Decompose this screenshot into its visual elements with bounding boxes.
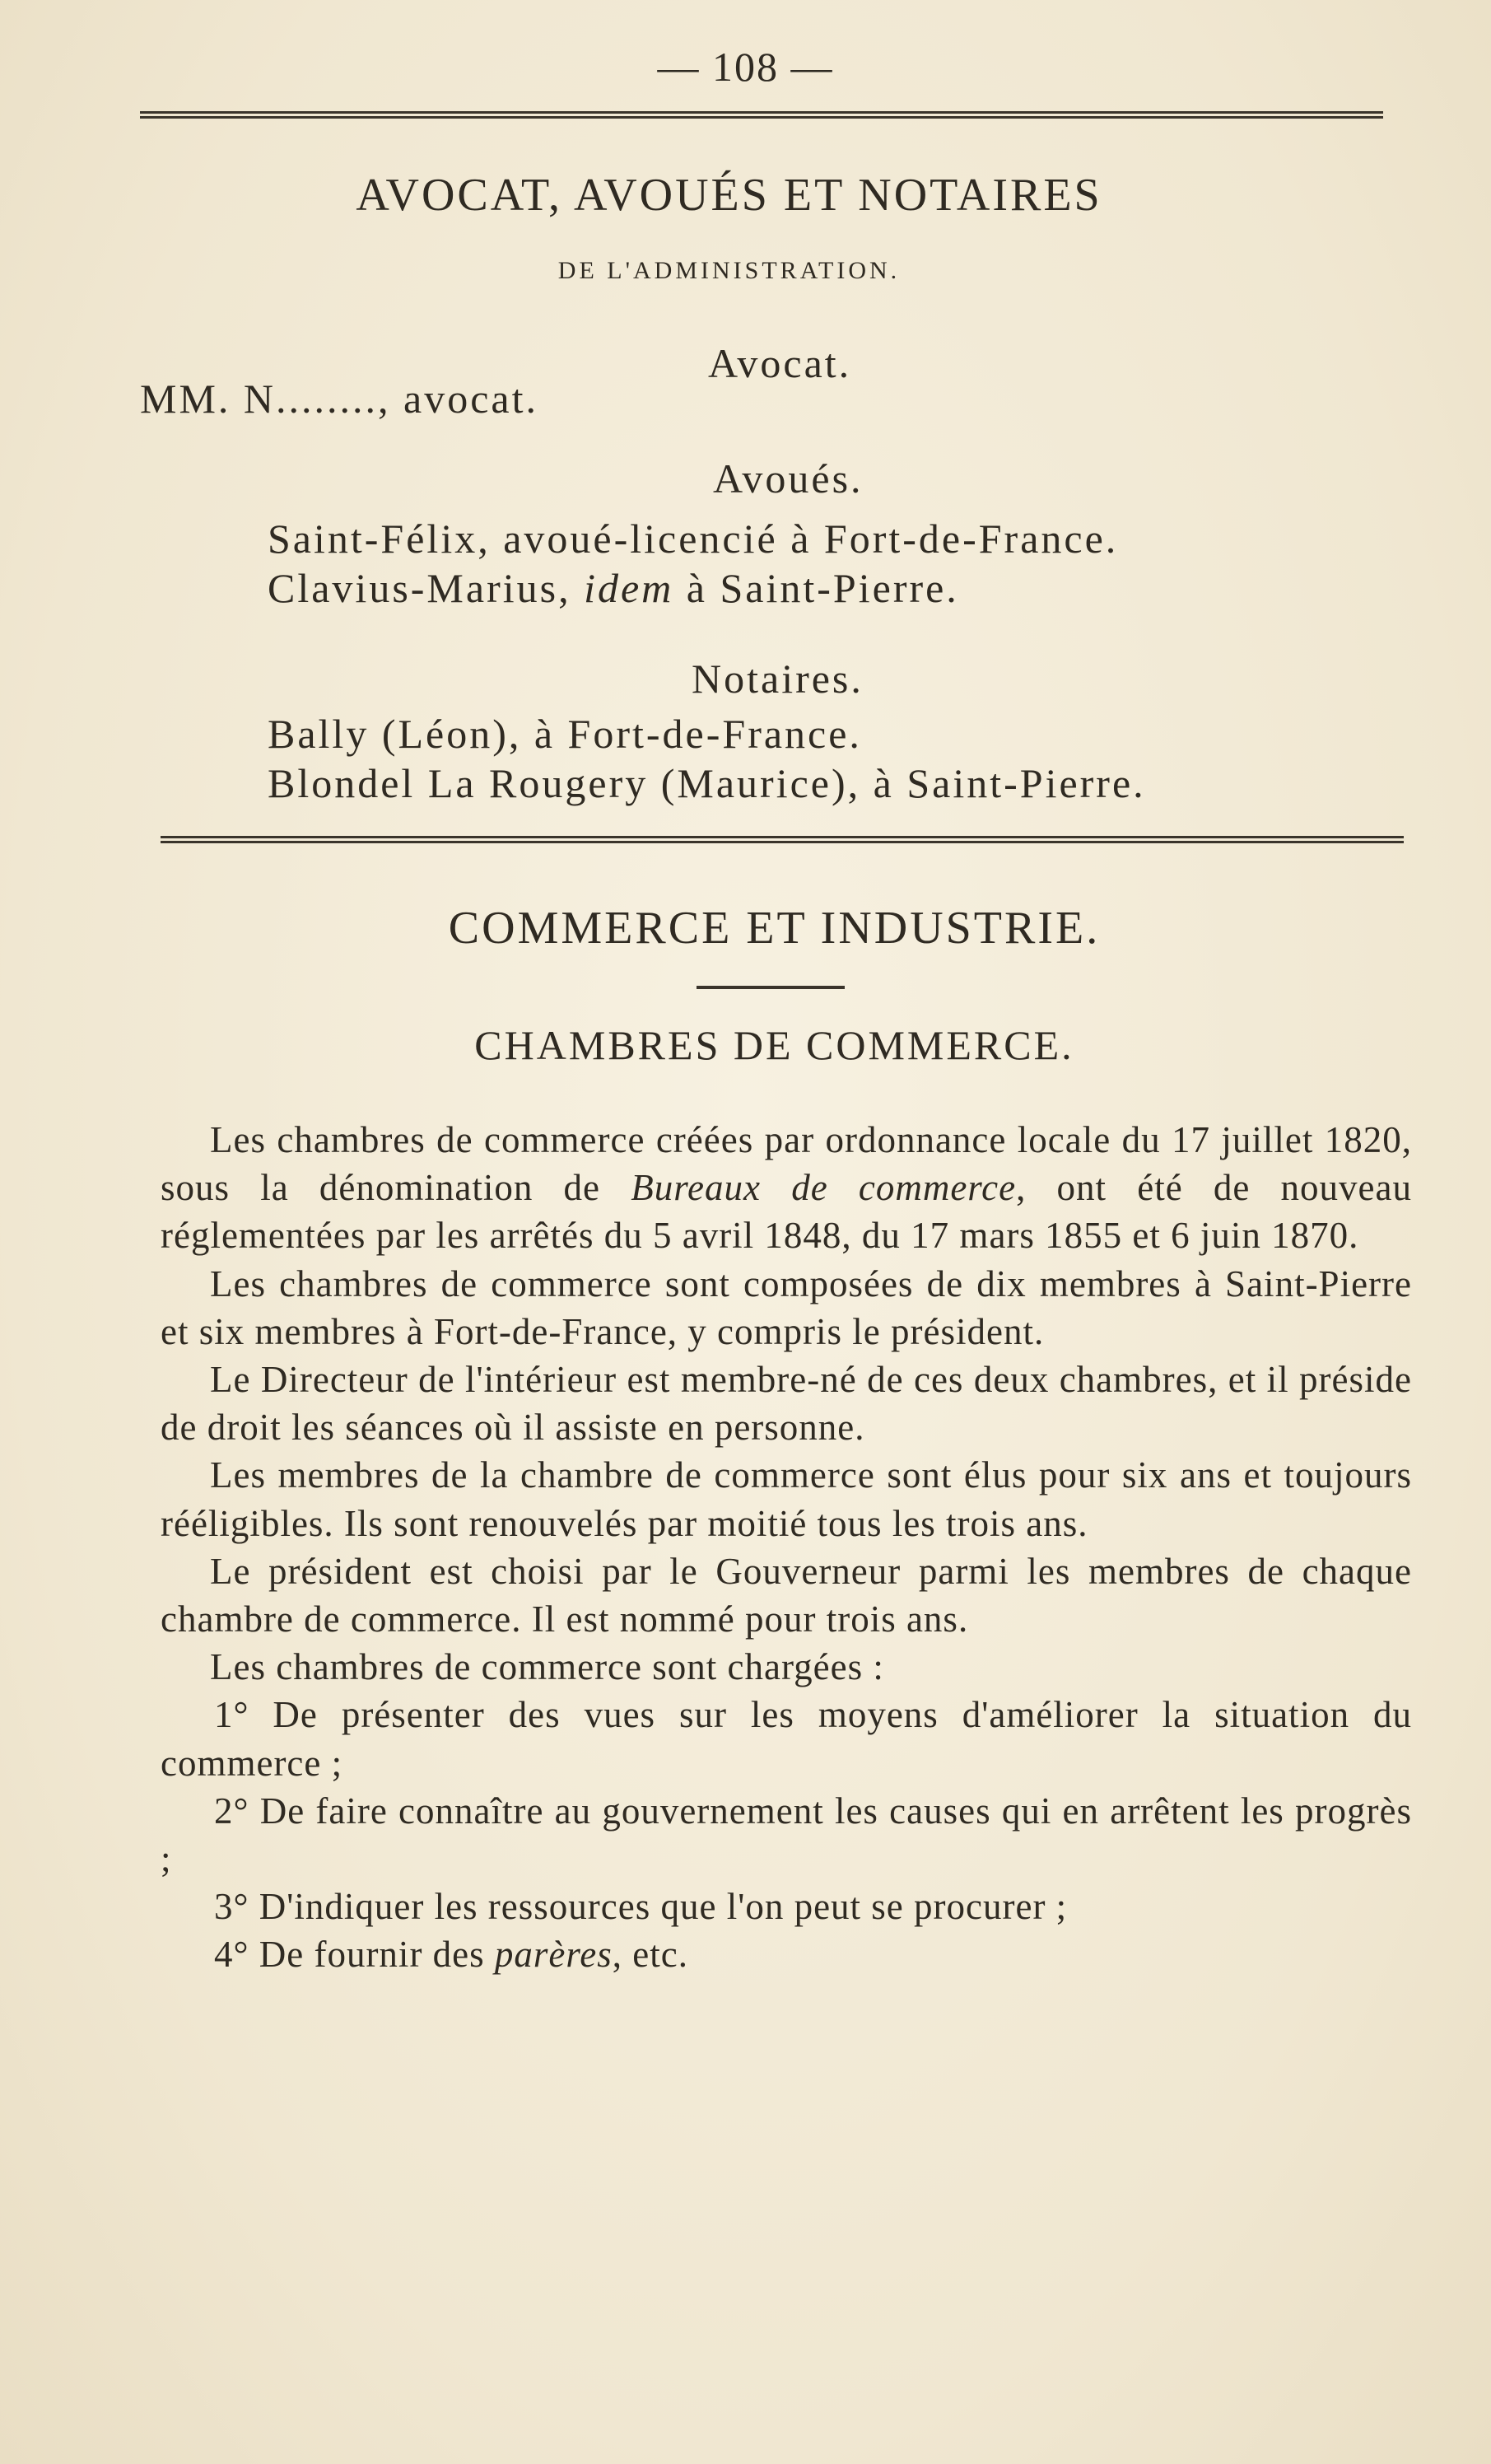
paragraph: Le Directeur de l'intérieur est membre-né de ces deux chambres, et il préside de droit les séances où il assiste en personne. xyxy=(161,1359,1412,1449)
avoues-entry-2-idem: idem xyxy=(584,565,674,611)
legal-section-title: AVOCAT, AVOUÉS ET NOTAIRES xyxy=(356,170,1102,221)
paragraph: Les chambres de commerce sont composées de dix membres à Saint-Pierre et six membres à Fort-de-France, y compris le président. xyxy=(161,1262,1412,1352)
commerce-body-text xyxy=(161,1116,1412,1979)
avoues-entry-2-name: Clavius-Marius, xyxy=(268,565,585,611)
commerce-section-title: COMMERCE ET INDUSTRIE. xyxy=(448,903,1101,954)
paragraph-1-italic: Bureaux de commerce xyxy=(631,1167,1017,1209)
notaires-entry-1: Bally (Léon), à Fort-de-France. xyxy=(268,711,862,757)
avoues-entry-2-rest: à Saint-Pierre. xyxy=(673,565,959,611)
notaires-entry-2: Blondel La Rougery (Maurice), à Saint-Pierre. xyxy=(268,760,1146,806)
avocat-label: Avocat. xyxy=(708,340,852,386)
avocat-entry: MM. N........, avocat. xyxy=(140,376,538,422)
paragraph-10-italic: parères xyxy=(494,1934,613,1976)
paragraph xyxy=(161,1116,1412,1260)
paragraph-1-before: Les chambres de commerce créées par ordonnance locale du 17 juillet 1820, sous la dénomination de xyxy=(161,1119,1412,1209)
legal-section-subtitle: DE L'ADMINISTRATION. xyxy=(557,257,901,284)
paragraph: Les membres de la chambre de commerce sont élus pour six ans et toujours rééligibles. Ils sont renouvelés par moitié tous les trois ans. xyxy=(161,1454,1412,1544)
page-number: — 108 — xyxy=(657,44,834,90)
paragraph xyxy=(161,1930,1412,1978)
header-rule xyxy=(140,111,1383,119)
commerce-section-subtitle: CHAMBRES DE COMMERCE. xyxy=(474,1022,1074,1068)
section-divider-rule xyxy=(161,836,1404,843)
avoues-entry-1: Saint-Félix, avoué-licencié à Fort-de-France. xyxy=(268,516,1119,562)
paragraph: 2° De faire connaître au gouvernement les causes qui en arrêtent les progrès ; xyxy=(161,1790,1412,1880)
paragraph-10-after: , etc. xyxy=(612,1934,688,1976)
paragraph: 3° D'indiquer les ressources que l'on peut se procurer ; xyxy=(214,1886,1068,1928)
avoues-entry-2 xyxy=(268,564,959,612)
paragraph: Le président est choisi par le Gouverneur parmi les membres de chaque chambre de commerce. Il est nommé pour trois ans. xyxy=(161,1550,1412,1640)
paragraph: Les chambres de commerce sont chargées : xyxy=(210,1646,884,1688)
title-underline xyxy=(697,986,845,989)
paragraph: 1° De présenter des vues sur les moyens d'améliorer la situation du commerce ; xyxy=(161,1694,1412,1784)
paragraph-10-before: 4° De fournir des xyxy=(214,1934,495,1976)
notaires-label: Notaires. xyxy=(692,656,864,702)
paragraph-1-after: , ont été de nouveau réglementées par les arrêtés du 5 avril 1848, du 17 mars 1855 et 6 juin 1870. xyxy=(161,1167,1412,1257)
avoues-label: Avoués. xyxy=(713,455,864,502)
